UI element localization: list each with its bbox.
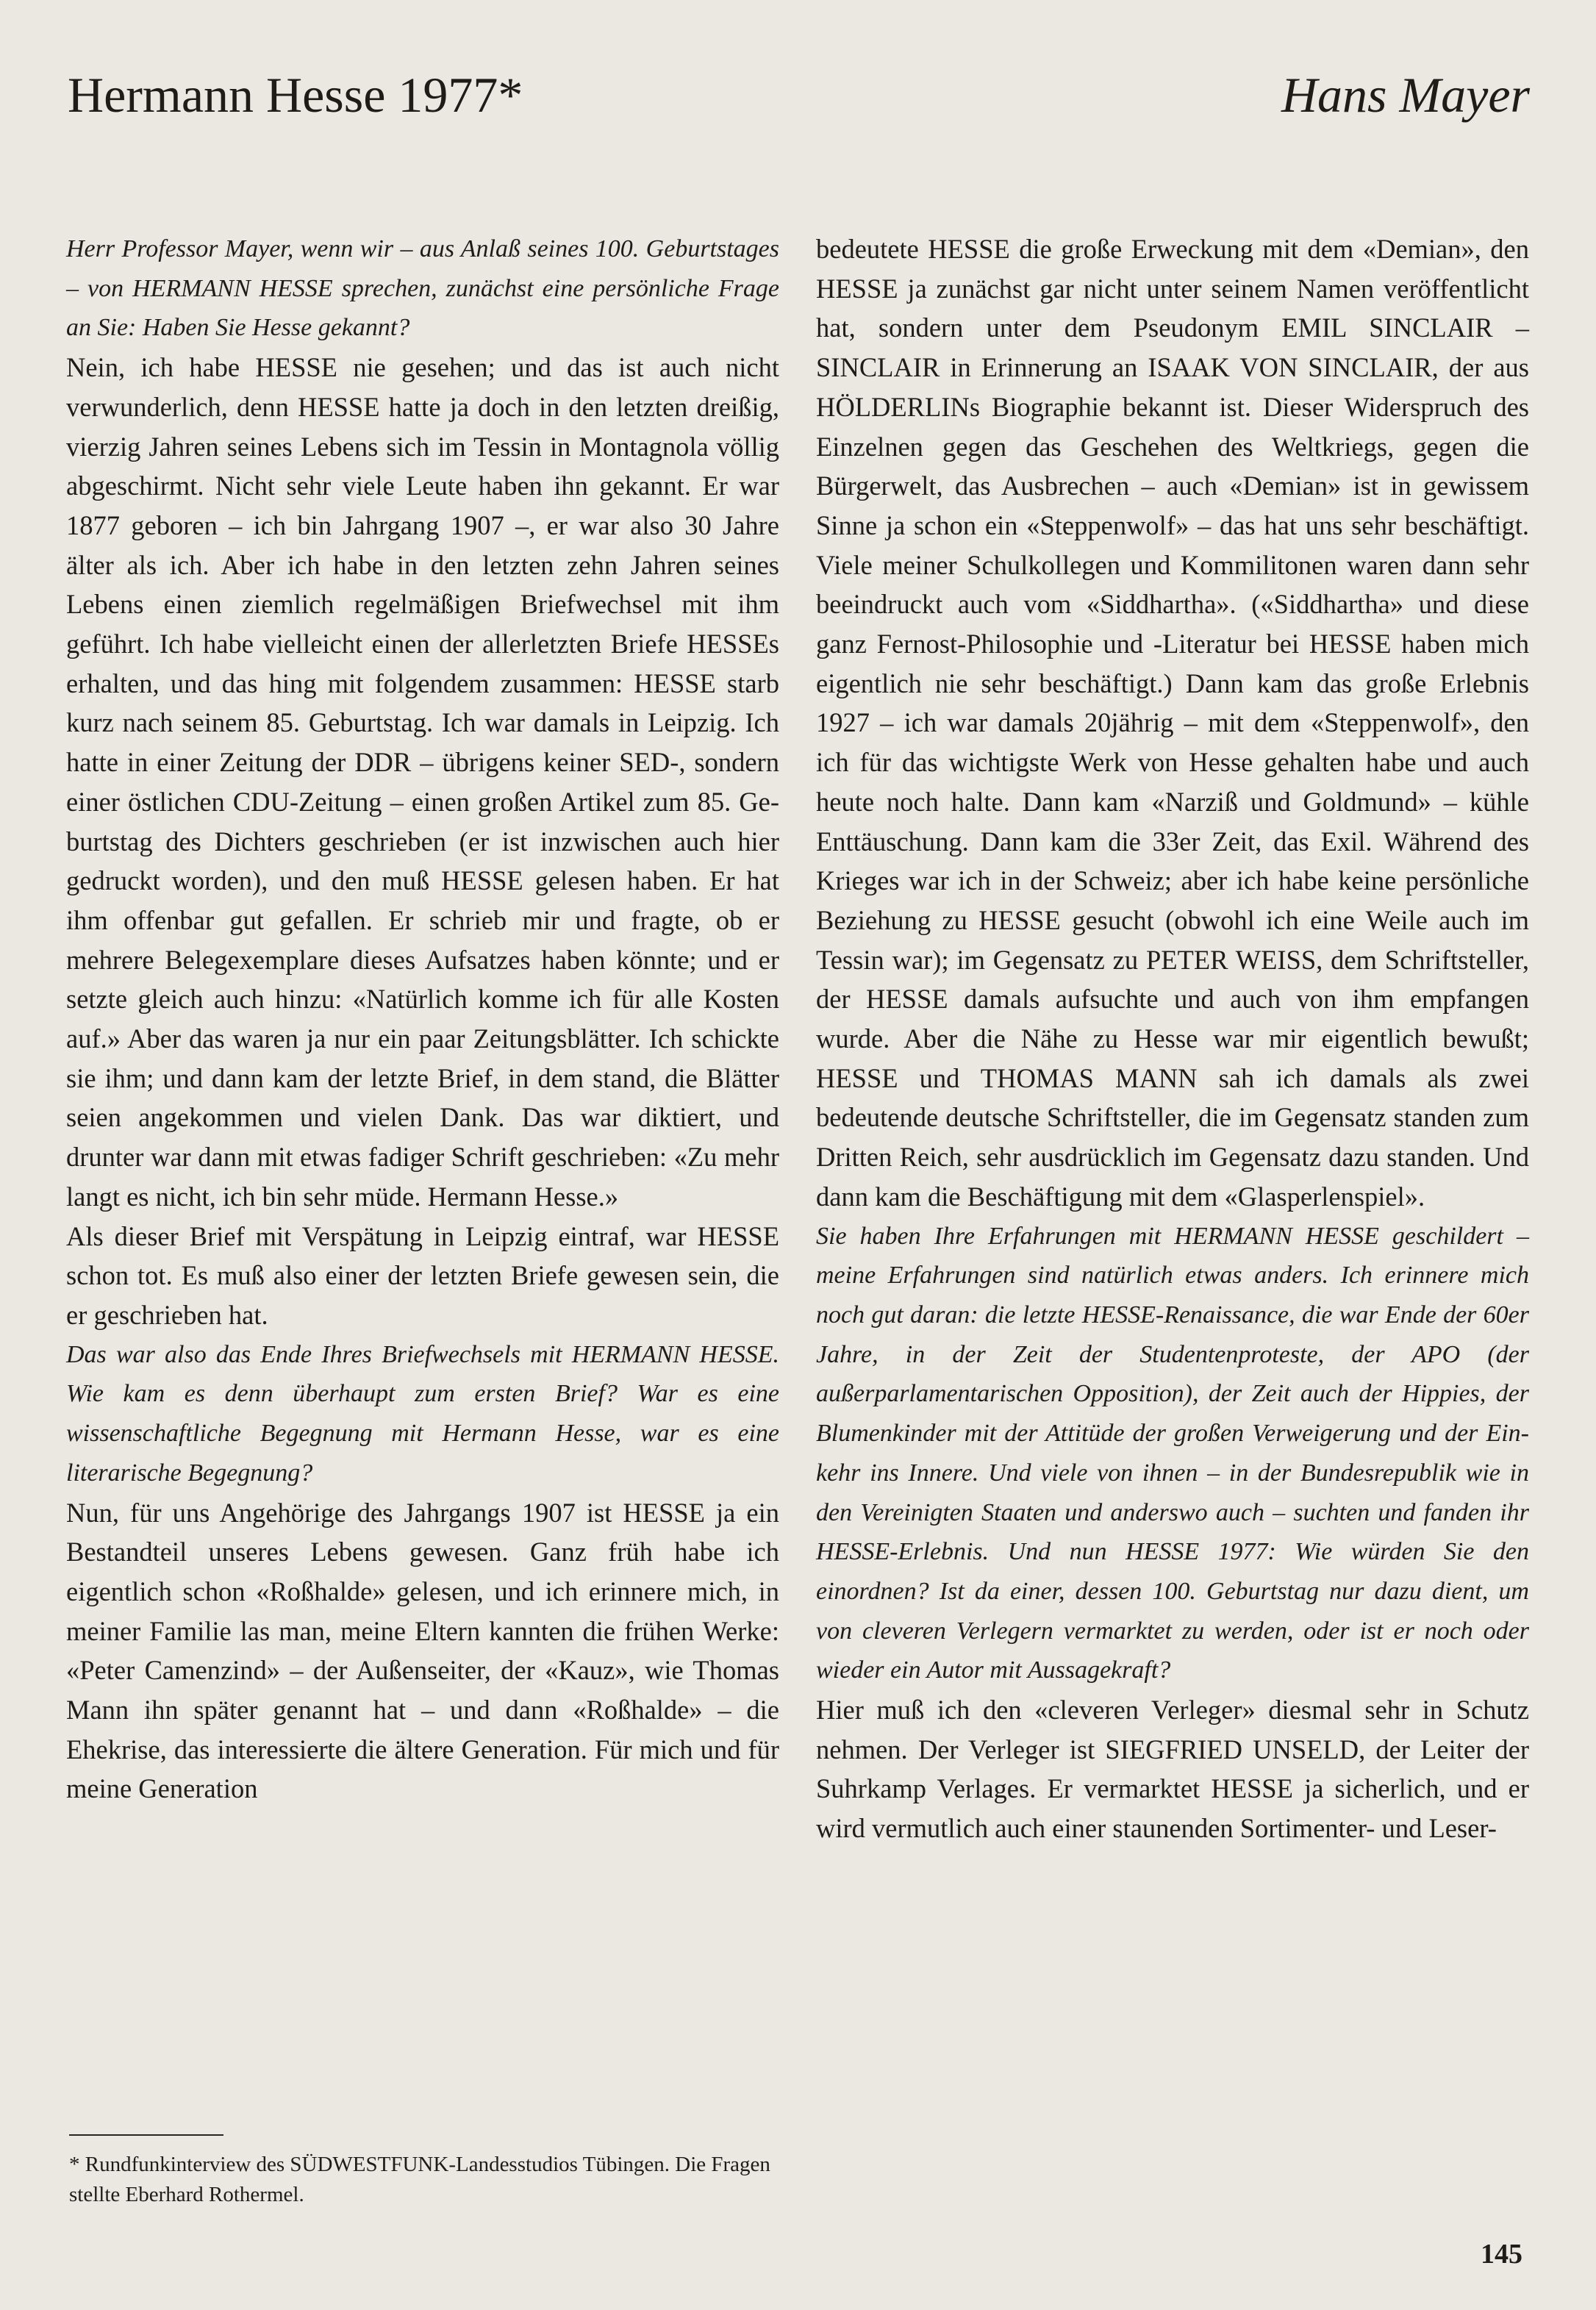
interview-answer: bedeutete HESSE die große Erweckung mit dem «Demian», den HESSE ja zunächst gar nicht unter seinem Namen veröffentlicht hat, sondern unter dem Pseudonym EMIL SINCLAIR – SINCLAIR in Erinnerung an ISAAK VON SINCLAIR, der aus HÖLDERLINs Biographie bekannt ist. Dieser Widerspruch des Einzelnen gegen das Geschehen des Weltkriegs, gegen die Bürgerwelt, das Ausbrechen – auch «Demian» ist in gewissem Sinne ja schon ein «Steppenwolf» – das hat uns sehr beschäftigt. Viele meiner Schulkollegen und Kommilitonen waren dann sehr beeindruckt auch vom «Siddhartha». («Siddhartha» und diese ganz Fernost-Philosophie und -Literatur bei HESSE haben mich eigentlich nie sehr beschäftigt.) Dann kam das große Erlebnis 1927 – ich war damals 20jährig – mit dem «Steppenwolf», den ich für das wichtigste Werk von Hesse gehalten habe und auch heute noch halte. Dann kam «Narziß und Goldmund» – kühle Enttäuschung. Dann kam die 33er Zeit, das Exil. Während des Krieges war ich in der Schweiz; aber ich habe keine persönliche Beziehung zu HESSE gesucht (obwohl ich eine Weile auch im Tessin war); im Gegensatz zu PETER WEISS, dem Schriftsteller, der HESSE damals aufsuchte und auch von ihm empfangen wurde. Aber die Nähe zu Hesse war mir eigentlich bewußt; HESSE und THOMAS MANN sah ich damals als zwei bedeutende deutsche Schriftsteller, die im Gegensatz standen zum Dritten Reich, sehr ausdrücklich im Gegensatz dazu standen. Und dann kam die Beschäftigung mit dem «Glasperlenspiel». bbox=[816, 234, 1529, 1212]
interview-question: Sie haben Ihre Erfahrungen mit HERMANN HESSE geschildert – meine Erfahrungen sind natürlich etwas anders. Ich erinnere mich noch gut daran: die letzte HESSE-Renaissance, die war Ende der 60er Jahre, in der Zeit der Studentenproteste, der APO (der außerparlamentarischen Opposition), der Zeit auch der Hippies, der Blumenkinder mit der Attitüde der großen Verweigerung und der Einkehr ins Innere. Und viele von ihnen – in der Bundesrepublik wie in den Vereinigten Staaten und anderswo auch – suchten und fanden ihr HESSE-Erlebnis. Und nun HESSE 1977: Wie würden Sie den einordnen? Ist da einer, dessen 100. Geburtstag nur dazu dient, um von cleveren Verlegern vermarktet zu werden, oder ist er noch oder wieder ein Autor mit Aussagekraft? bbox=[816, 1222, 1529, 1684]
text-column-right bbox=[816, 229, 1529, 1848]
interview-answer: Hier muß ich den «cleveren Verleger» diesmal sehr in Schutz nehmen. Der Verleger ist SIEGFRIED UNSELD, der Leiter der Suhrkamp Verlages. Er vermarktet HESSE ja sicherlich, und er wird vermutlich auch einer staunenden Sortimenter- und Leser- bbox=[816, 1695, 1529, 1844]
interview-question: Herr Professor Mayer, wenn wir – aus Anlaß seines 100. Geburtstages – von HERMANN HESSE sprechen, zunächst eine persönliche Frage an Sie: Haben Sie Hesse gekannt? bbox=[66, 235, 779, 342]
interview-answer: Nun, für uns Angehörige des Jahrgangs 1907 ist HESSE ja ein Bestandteil unseres Lebens gewesen. Ganz früh habe ich eigentlich schon «Roßhalde» gelesen, und ich erinnere mich, in meiner Familie las man, meine Eltern kannten die frühen Werke: «Peter Camenzind» – der Außenseiter, der «Kauz», wie Thomas Mann ihn später genannt hat – und dann «Roßhalde» – die Ehekrise, das interessierte die ältere Generation. Für mich und für meine Generation bbox=[66, 1497, 779, 1804]
footnote-divider bbox=[69, 2134, 223, 2136]
interview-question: Das war also das Ende Ihres Briefwechsels mit HERMANN HESSE. Wie kam es denn überhaupt zum ersten Brief? War es eine wissenschaftliche Begegnung mit Hermann Hesse, war es eine literarische Begegnung? bbox=[66, 1340, 779, 1487]
text-column-left bbox=[66, 229, 779, 1809]
page-number: 145 bbox=[1481, 2239, 1522, 2270]
interview-answer: Als dieser Brief mit Verspätung in Leipzig eintraf, war HESSE schon tot. Es muß also einer der letzten Briefe gewesen sein, die er geschrieben hat. bbox=[66, 1220, 779, 1330]
footnote: * Rundfunkinterview des SÜDWESTFUNK-Landesstudios Tübingen. Die Fragen stellte Eberhard Rothermel. bbox=[69, 2153, 770, 2206]
author-name: Hans Mayer bbox=[1281, 67, 1530, 123]
article-title: Hermann Hesse 1977* bbox=[68, 67, 523, 123]
interview-answer: Nein, ich habe HESSE nie gesehen; und das ist auch nicht verwunderlich, denn HESSE hatte ja doch in den letzten dreißig, vierzig Jahren seines Lebens sich im Tessin in Montagnola völlig abgeschirmt. Nicht sehr viele Leute haben ihn gekannt. Er war 1877 geboren – ich bin Jahrgang 1907 –, er war also 30 Jahre älter als ich. Aber ich habe in den letzten zehn Jahren seines Lebens einen ziemlich regelmäßigen Briefwechsel mit ihm geführt. Ich habe vielleicht einen der allerletzten Briefe HESSEs erhalten, und das hing mit folgendem zusammen: HESSE starb kurz nach seinem 85. Geburtstag. Ich war damals in Leipzig. Ich hatte in einer Zeitung der DDR – übrigens keiner SED-, sondern einer östlichen CDU-Zeitung – einen großen Artikel zum 85. Geburtstag des Dichters geschrieben (er ist inzwischen auch hier gedruckt worden), und den muß HESSE gelesen haben. Er hat ihm offenbar gut gefallen. Er schrieb mir und fragte, ob er mehrere Belegexemplare dieses Aufsatzes haben könnte; und er setzte gleich auch hinzu: «Natürlich komme ich für alle Kosten auf.» Aber das waren ja nur ein paar Zeitungsblätter. Ich schickte sie ihm; und dann kam der letzte Brief, in dem stand, die Blätter seien angekommen und vielen Dank. Das war diktiert, und drunter war dann mit etwas fadiger Schrift geschrieben: «Zu mehr langt es nicht, ich bin sehr müde. Hermann Hesse.» bbox=[66, 352, 779, 1212]
